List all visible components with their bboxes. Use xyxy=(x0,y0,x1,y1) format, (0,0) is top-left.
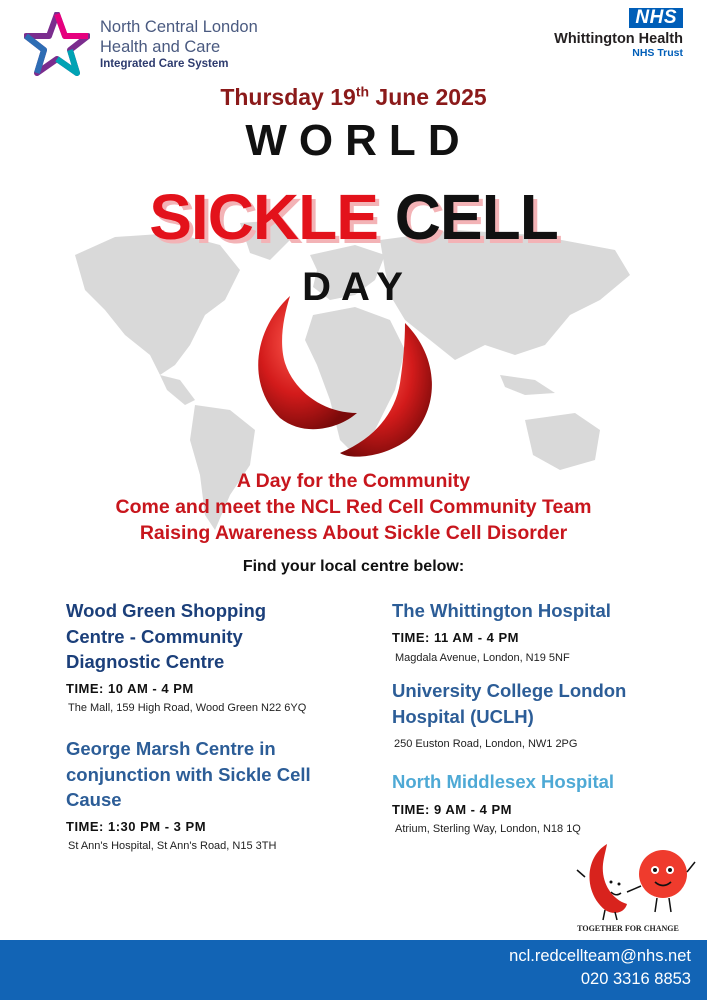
sickle-cells-illustration xyxy=(245,288,445,463)
venue-wood-green-time: TIME: 10 AM - 4 PM xyxy=(66,681,194,696)
venue-north-middlesex-name: North Middlesex Hospital xyxy=(392,771,615,792)
round-cell-mascot xyxy=(639,850,687,898)
nhs-trust-name: Whittington Health xyxy=(554,31,683,47)
org-name-line3: Integrated Care System xyxy=(100,58,229,70)
mascot-caption: TOGETHER FOR CHANGE xyxy=(577,924,679,933)
ncl-ics-logo xyxy=(24,12,284,76)
org-name-line1: North Central London xyxy=(100,18,258,36)
nhs-whittington-logo xyxy=(533,8,683,64)
find-centre-heading: Find your local centre below: xyxy=(242,558,465,575)
event-date-day: Thursday 19 xyxy=(220,84,356,110)
sickle-cell-left xyxy=(258,296,357,429)
sickle-cell-right xyxy=(340,323,432,457)
venue-uclh-name: University College London Hospital (UCLH) xyxy=(392,680,627,727)
venue-wood-green-address: The Mall, 159 High Road, Wood Green N22 6YQ xyxy=(68,702,307,714)
venue-whittington-time: TIME: 11 AM - 4 PM xyxy=(392,630,519,645)
cell-mascots-illustration xyxy=(575,842,700,922)
venue-north-middlesex-address: Atrium, Sterling Way, London, N18 1Q xyxy=(395,823,581,835)
sickle-mascot xyxy=(589,844,627,913)
title-day: DAY xyxy=(302,265,413,309)
tagline-community: A Day for the Community xyxy=(236,470,471,492)
title-cell: CELL xyxy=(394,181,558,253)
event-date-suffix: th xyxy=(355,83,370,100)
event-date xyxy=(0,84,707,111)
venue-wood-green-name: Wood Green Shopping Centre - Community Diagnostic Centre xyxy=(66,600,267,672)
venue-whittington-name: The Whittington Hospital xyxy=(392,600,611,621)
title-sickle-cell xyxy=(0,180,707,254)
title-sickle: SICKLE xyxy=(149,181,378,253)
venue-uclh-address: 250 Euston Road, London, NW1 2PG xyxy=(394,738,578,750)
org-name-line2: Health and Care xyxy=(100,38,221,56)
tagline-meet-team: Come and meet the NCL Red Cell Community Team xyxy=(115,496,592,518)
contact-email[interactable]: ncl.redcellteam@nhs.net xyxy=(509,947,691,965)
venue-george-marsh-time: TIME: 1:30 PM - 3 PM xyxy=(66,819,207,834)
nhs-trust-label: NHS Trust xyxy=(632,47,683,59)
ncl-star-icon xyxy=(24,12,90,76)
tagline-awareness: Raising Awareness About Sickle Cell Disorder xyxy=(139,522,568,544)
venue-george-marsh-address: St Ann's Hospital, St Ann's Road, N15 3TH xyxy=(68,840,277,852)
nhs-badge: NHS xyxy=(629,8,683,28)
title-world: WORLD xyxy=(245,116,472,165)
venue-george-marsh-name: George Marsh Centre in conjunction with Sickle Cell Cause xyxy=(66,738,311,810)
event-date-rest: June 2025 xyxy=(369,84,487,110)
venue-north-middlesex-time: TIME: 9 AM - 4 PM xyxy=(392,802,512,817)
contact-phone[interactable]: 020 3316 8853 xyxy=(580,970,691,988)
venue-whittington-address: Magdala Avenue, London, N19 5NF xyxy=(395,652,570,664)
